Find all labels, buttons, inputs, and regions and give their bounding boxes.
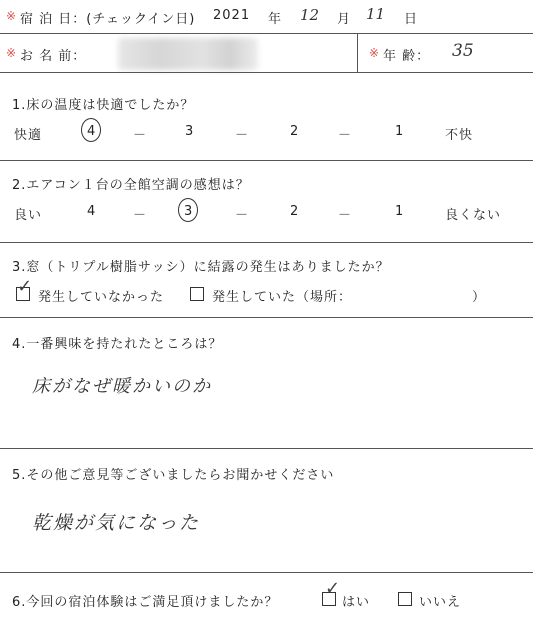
q1-right-label: 不快	[445, 128, 474, 143]
q1-dash: －	[133, 128, 148, 143]
q1-option-1[interactable]: 1	[395, 124, 405, 139]
q1-question: 1.床の温度は快適でしたか？	[12, 98, 195, 113]
stay-day[interactable]: 11	[366, 5, 386, 23]
header-divider	[0, 33, 533, 34]
q6-no-checkbox[interactable]	[398, 592, 412, 606]
q6-yes-check-icon: ✓	[325, 578, 341, 599]
q2-dash: －	[133, 208, 148, 223]
q6-option-no: いいえ	[419, 595, 462, 610]
q3-option-yes: 発生していた（場所：	[212, 290, 353, 305]
q3-option-no: 発生していなかった	[38, 290, 165, 305]
name-redacted	[118, 38, 258, 70]
section-divider	[0, 572, 533, 573]
required-mark: ※	[6, 9, 17, 23]
q3-no-check-icon: ✓	[17, 276, 33, 297]
section-divider	[0, 448, 533, 449]
q4-answer[interactable]: 床がなぜ暖かいのか	[32, 376, 212, 397]
q2-left-label: 良い	[14, 208, 43, 223]
name-label: お 名 前：	[20, 49, 87, 64]
q1-option-3[interactable]: 3	[185, 124, 195, 139]
q1-dash: －	[235, 128, 250, 143]
q1-option-4[interactable]: 4	[87, 124, 97, 139]
q1-left-label: 快適	[14, 128, 43, 143]
q2-right-label: 良くない	[445, 208, 502, 223]
stay-month[interactable]: 12	[300, 6, 320, 24]
q2-option-3[interactable]: 3	[184, 204, 194, 219]
stay-date-label: 宿 泊 日：(チェックイン日)	[20, 12, 196, 27]
q2-dash: －	[338, 208, 353, 223]
required-mark: ※	[6, 46, 17, 60]
q2-question: 2.エアコン１台の全館空調の感想は？	[12, 178, 250, 193]
q1-option-2[interactable]: 2	[290, 124, 300, 139]
q1-dash: －	[338, 128, 353, 143]
q2-option-1[interactable]: 1	[395, 204, 405, 219]
section-divider	[0, 242, 533, 243]
q2-dash: －	[235, 208, 250, 223]
q3-yes-checkbox[interactable]	[190, 287, 204, 301]
section-divider	[0, 160, 533, 161]
q5-question: 5.その他ご意見等ございましたらお聞かせください	[12, 468, 335, 483]
year-unit: 年	[268, 12, 283, 27]
required-mark: ※	[369, 46, 380, 60]
q4-question: 4.一番興味を持たれたところは？	[12, 337, 223, 352]
q2-option-4[interactable]: 4	[87, 204, 97, 219]
q6-question: 6.今回の宿泊体験はご満足頂けましたか？	[12, 595, 279, 610]
stay-year: 2021	[213, 8, 251, 23]
section-divider	[0, 317, 533, 318]
section-divider	[0, 72, 533, 73]
q3-question: 3.窓（トリプル樹脂サッシ）に結露の発生はありましたか？	[12, 260, 390, 275]
month-unit: 月	[337, 12, 352, 27]
day-unit: 日	[404, 12, 419, 27]
q6-option-yes: はい	[342, 595, 371, 610]
q5-answer[interactable]: 乾燥が気になった	[32, 512, 201, 534]
q3-close-paren: ）	[472, 290, 487, 305]
age-label: 年 齢：	[383, 49, 431, 64]
q2-option-2[interactable]: 2	[290, 204, 300, 219]
name-age-divider	[357, 34, 358, 72]
age-value[interactable]: 35	[452, 41, 474, 61]
